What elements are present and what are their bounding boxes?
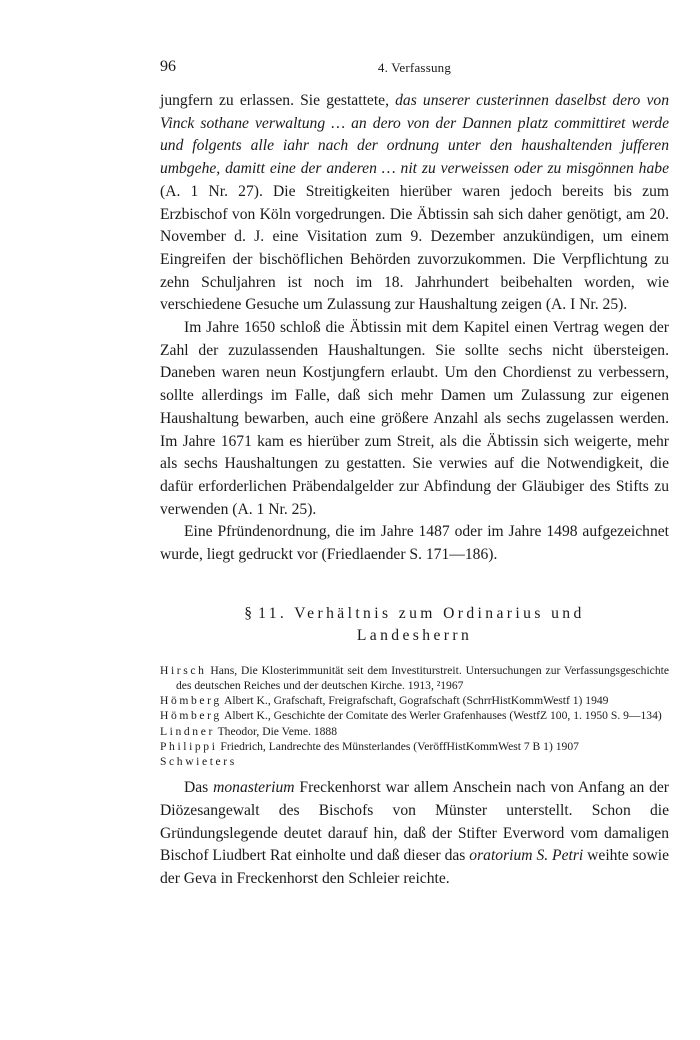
ref-author: Lindner [160, 724, 215, 738]
page-header [160, 58, 669, 82]
ref-author: Hömberg [160, 694, 222, 708]
bibliography-entry [160, 754, 669, 769]
text-segment: Freckenhorst war allem Anschein nach von Anfang an der Diözesangewalt des Bischofs von Münster unterstellt. Schon die Gründungslegende deutet darauf hin, daß der Stifter Everword vom damaligen Bischof Liudbert Rat einholte und daß dieser das [160, 779, 670, 865]
latin-term: oratorium S. Petri [469, 847, 584, 865]
ref-author: Hömberg [160, 709, 222, 723]
text-segment: jungfern zu erlassen. Sie gestattete, [160, 92, 396, 109]
paragraph [160, 90, 669, 317]
section-heading [160, 603, 669, 647]
ref-author: Hirsch [160, 663, 207, 677]
running-title: 4. Verfassung [377, 60, 452, 75]
ref-text: Friedrich, Landrechte des Münsterlandes (VeröffHistKommWest 7 B 1) 1907 [217, 739, 579, 753]
bibliography-entry [160, 724, 669, 739]
section-symbol: § [244, 604, 253, 622]
ref-author: Schwieters [160, 754, 237, 768]
text-segment: Das [184, 779, 214, 797]
text-segment: weihte sowie der Geva in Freckenhorst den Schleier reichte. [160, 847, 669, 887]
page-number: 96 [160, 58, 176, 75]
ref-text: Hans, Die Klosterimmunität seit dem Investiturstreit. Untersuchungen zur Verfassungsgeschichte des deutschen Reiches und der deutschen Kirche. 1913, ²1967 [176, 663, 669, 692]
ref-text: Theodor, Die Veme. 1888 [214, 724, 338, 738]
section-title-line-1: 11. Verhältnis zum Ordinarius und [258, 604, 585, 622]
body-text [160, 90, 669, 891]
quoted-source-text: das unserer custerinnen daselbst dero von Vinck sothane verwaltung … an dero von der Dannen platz committiret werde und folgents alle iahr nach der ordnung unter den haushaltenden jufferen umbgehe, damitt eine der anderen … nit zu verweissen oder zu misgönnen habe [160, 92, 669, 178]
ref-author: Philippi [160, 739, 218, 753]
text-segment: Im Jahre 1650 schloß die Äbtissin mit dem Kapitel einen Vertrag wegen der Zahl der zuzulassenden Haushaltungen. Sie sollte sechs nicht übersteigen. Daneben waren neun Kostjungfern erlaubt. Um den Chordienst zu verbessern, sollte allerdings im Falle, daß sich mehr Damen um Zulassung zur eigenen Haushaltung bewarben, auch eine größere Anzahl als sechs zugelassen werden. Im Jahre 1671 kam es hierüber zum Streit, als die Äbtissin sich weigerte, mehr als sechs Haushaltungen zu gestatten. Sie verwies auf die Notwendigkeit, die dafür erforderlichen Präbendalgelder zur Abfindung der Gläubiger des Stifts zu verwenden (A. 1 Nr. 25). [160, 319, 669, 518]
bibliography-entry [160, 739, 669, 754]
paragraph [160, 317, 669, 521]
bibliography-entry [160, 708, 669, 723]
bibliography-list [160, 663, 669, 769]
latin-term: monasterium [213, 779, 295, 797]
paragraph [160, 777, 669, 891]
ref-text: Albert K., Grafschaft, Freigrafschaft, Gografschaft (SchrrHistKommWestf 1) 1949 [221, 694, 609, 708]
bibliography-entry [160, 693, 669, 708]
text-segment: (A. 1 Nr. 27). Die Streitigkeiten hierüber waren jedoch bereits bis zum Erzbischof von Köln vorgedrungen. Die Äbtissin sah sich daher genötigt, am 20. November d. J. eine Visitation zum 9. Dezember anzukündigen, um einem Eingreifen der bischöflichen Behörden zuvorzukommen. Die Verpflichtung zu zehn Schuljahren ist noch im 18. Jahrhundert beibehalten worden, wie verschiedene Gesuche um Zulassung zur Haushaltung zeigen (A. I Nr. 25). [160, 182, 669, 314]
paragraph [160, 521, 669, 566]
text-segment: Eine Pfründenordnung, die im Jahre 1487 oder im Jahre 1498 aufgezeichnet wurde, liegt gedruckt vor (Friedlaender S. 171—186). [160, 523, 669, 564]
section-title-line-2: Landesherrn [356, 626, 473, 644]
bibliography-entry [160, 663, 669, 693]
ref-text: Albert K., Geschichte der Comitate des Werler Grafenhauses (WestfZ 100, 1. 1950 S. 9—134) [221, 709, 662, 723]
